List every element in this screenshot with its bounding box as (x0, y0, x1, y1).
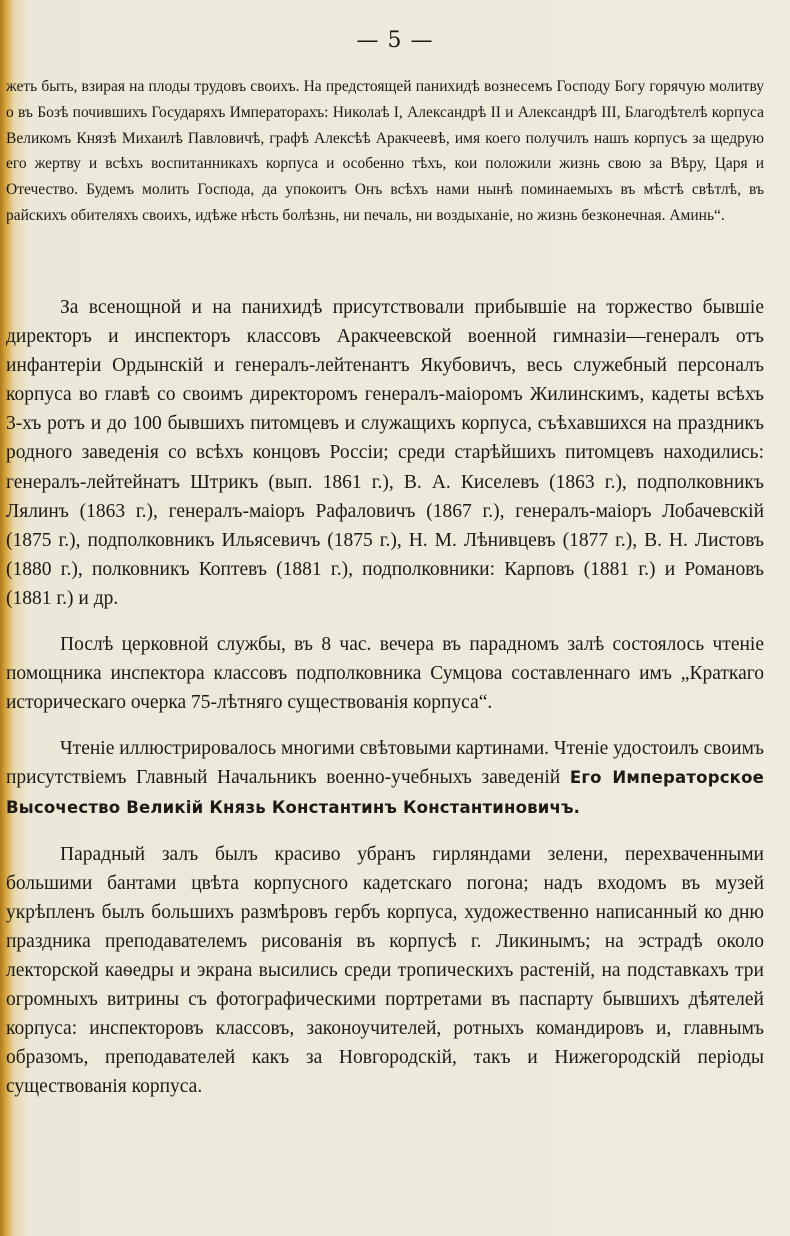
prayer-paragraph: жеть быть, взирая на плоды трудовъ своихъ. На предстоящей панихидѣ вознесемъ Господу Богу горячую молитву о въ Бозѣ почившихъ Государяхъ Императорахъ: Николаѣ I, Александрѣ II и Александрѣ III, Благодѣтелѣ корпуса Великомъ Князѣ Михаилѣ Павловичѣ, графѣ Алексѣѣ Аракчеевѣ, имя коего получилъ нашъ корпусъ за щедрую его жертву и всѣхъ воспитанникахъ корпуса и особенно тѣхъ, кои положили жизнь свою за Вѣру, Царя и Отечество. Будемъ молить Господа, да упокоитъ Онъ всѣхъ нами нынѣ поминаемыхъ въ мѣстѣ свѣтлѣ, въ райскихъ обителяхъ своихъ, идѣже нѣсть болѣзнь, ни печаль, ни воздыханіе, но жизнь безконечная. Аминь“. (6, 78, 764, 224)
main-text (6, 293, 764, 1121)
paragraph-hall-decoration: Парадный залъ былъ красиво убранъ гирляндами зелени, перехваченными большими бантами цвѣта корпусного кадетскаго погона; надъ входомъ въ музей укрѣпленъ былъ большихъ размѣровъ гербъ корпуса, художественно написанный ко дню праздника преподавателемъ рисованія въ корпусѣ г. Ликинымъ; на эстрадѣ около лекторской каѳедры и экрана высились среди тропическихъ растеній, на подставкахъ три огромныхъ витрины съ фотографическими портретами въ паспарту бывшихъ дѣятелей корпуса: инспекторовъ классовъ, законоучителей, ротныхъ командировъ и, главнымъ образомъ, преподавателей какъ за Новгородскій, такъ и Нижегородскій періоды существованія корпуса. (6, 843, 764, 1098)
page-number: — 5 — (356, 28, 434, 53)
grand-duke-title: Его Императорское Высочество Великій Князь Константинъ Константиновичъ. (6, 768, 765, 817)
paragraph-illustrations-text: Чтеніе иллюстрировалось многими свѣтовыми картинами. Чтеніе удостоилъ своимъ присутствіемъ Главный Начальникъ военно-учебныхъ заведеній (6, 738, 764, 789)
paragraph-attendees: За всенощной и на панихидѣ присутствовали прибывшіе на торжество бывшіе директоръ и инспекторъ классовъ Аракчеевской военной гимназіи—генералъ отъ инфантеріи Ордынскій и генералъ-лейтенантъ Якубовичъ, весь служебный персоналъ корпуса во главѣ со своимъ директоромъ генералъ-маіоромъ Жилинскимъ, кадеты всѣхъ 3-хъ ротъ и до 100 бывшихъ питомцевъ и служащихъ корпуса, съѣхавшихся на праздникъ родного заведенія со всѣхъ концовъ Россіи; среди старѣйшихъ питомцевъ находились: генералъ-лейтейнатъ Штрикъ (вып. 1861 г.), В. А. Киселевъ (1863 г.), подполковникъ Лялинъ (1863 г.), генералъ-маіоръ Рафаловичъ (1867 г.), генералъ-маіоръ Лобачевскій (1875 г.), подполковникъ Ильясевичъ (1875 г.), Н. М. Лѣнивцевъ (1877 г.), В. Н. Листовъ (1880 г.), полковникъ Коптевъ (1881 г.), подполковники: Карповъ (1881 г.) и Романовъ (1881 г.) и др. (6, 297, 764, 609)
paragraph-illustrations (6, 734, 764, 821)
paragraph-reading: Послѣ церковной службы, въ 8 час. вечера въ парадномъ залѣ состоялось чтеніе помощника инспектора классовъ подполковника Сумцова составленнаго имъ „Краткаго историческаго очерка 75-лѣтняго существованія корпуса“. (6, 634, 764, 714)
